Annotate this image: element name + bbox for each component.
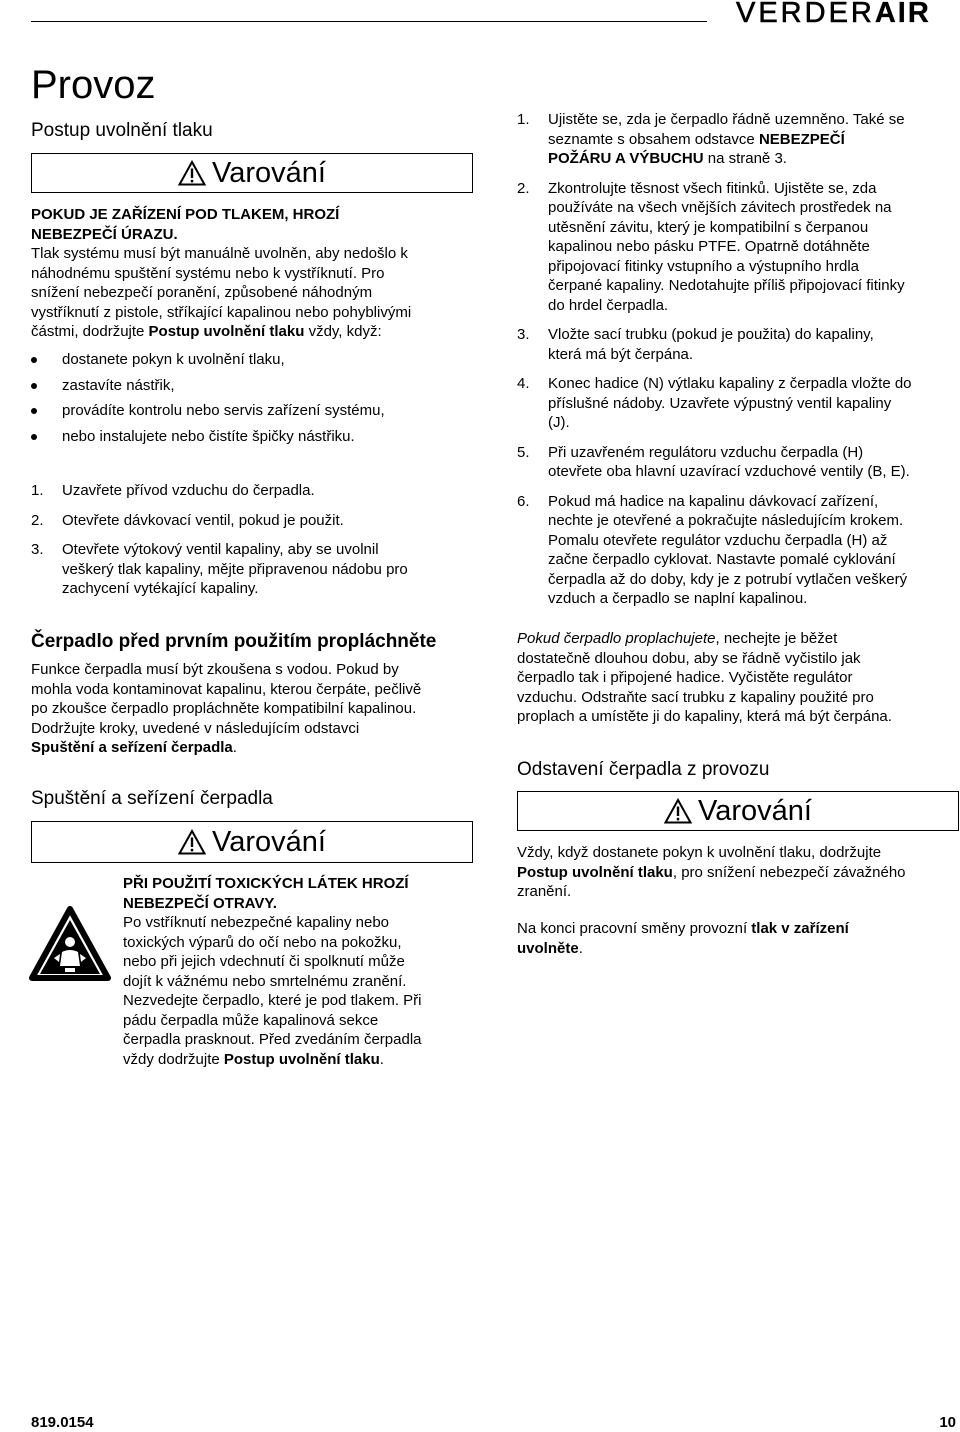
list-item: 2. Otevřete dávkovací ventil, pokud je použit. [31,511,344,529]
steps-pressure-relief [31,481,472,599]
list-item: provádíte kontrolu nebo servis zařízení systému, [62,401,385,421]
warning-triangle-icon [178,829,206,855]
section-title-flush: Čerpadlo před prvním použitím propláchněte [31,631,437,652]
page-title: Provoz [31,63,156,107]
page-number: 10 [939,1414,956,1431]
flush-paragraph: Funkce čerpadla musí být zkoušena s vodou. Pokud by mohla voda kontaminovat kapalinu, kterou čerpáte, pečlivě po zkoušce čerpadlo propláchněte kompatibilní kapalinou. Dodržujte kroky, uvedené v následujícím odstavci Spuštění a seřízení čerpadla. [31,661,422,756]
list-item: dostanete pokyn k uvolnění tlaku, [62,350,385,370]
header-rule [31,21,707,22]
verderair-logo: VERDERAIR [736,0,931,29]
list-item: 4. Konec hadice (N) výtlaku kapaliny z čerpadla vložte do příslušné nádoby. Uzavřete výpustný ventil kapaliny (J). [517,375,912,431]
warning-title: Varování [212,826,326,858]
warning-text-pressure: POKUD JE ZAŘÍZENÍ POD TLAKEM, HROZÍ NEBEZPEČÍ ÚRAZU. Tlak systému musí být manuálně uvolněn, aby nedošlo k náhodnému spuštění systému nebo k vystříknutí. Pro snížení nebezpečí poranění, způsobené náhodným vystříknutí z pistole, stříkající kapalinou nebo pohyblivými částmi, dodržujte Postup uvolnění tlaku vždy, když: [31,206,412,340]
warning-box-pressure [31,153,473,193]
steps-startup [517,110,958,609]
section-title-startup: Spuštění a seřízení čerpadla [31,788,273,809]
end-of-shift-paragraph: Na konci pracovní směny provozní tlak v zařízení uvolněte. [517,920,849,957]
section-title-shutdown: Odstavení čerpadla z provozu [517,759,770,780]
section-title-pressure-relief: Postup uvolnění tlaku [31,120,213,141]
warning-triangle-icon [664,798,692,824]
list-item: 1. Uzavřete přívod vzduchu do čerpadla. [31,482,315,499]
warning-title: Varování [698,795,812,827]
list-item: 6. Pokud má hadice na kapalinu dávkovací zařízení, nechte je otevřené a pokračujte následujícím krokem. Pomalu otevřete regulátor vzduchu čerpadla (H) až začne čerpadlo cyklovat. Nastavte pomalé cyklování čerpadla až do doby, kdy je z potrubí vytlačen veškerý vzduch a čerpadlo se naplní kapalinou. [517,492,908,607]
warning-title: Varování [212,157,326,189]
list-item: 5. Při uzavřeném regulátoru vzduchu čerpadla (H) otevřete oba hlavní uzavírací vzduchové ventily (B, E). [517,443,910,480]
bullet-list [62,350,385,446]
list-item: 3. Otevřete výtokový ventil kapaliny, aby se uvolnil veškerý tlak kapaliny, mějte připravenou nádobu pro zachycení vytékající kapaliny. [31,541,408,597]
warning-box-toxic [31,821,473,863]
list-item: 3. Vložte sací trubku (pokud je použita) do kapaliny, která má být čerpána. [517,326,874,363]
toxic-hazard-icon [29,906,111,982]
warning-triangle-icon [178,160,206,186]
list-item: 2. Zkontrolujte těsnost všech fitinků. Ujistěte se, zda používáte na všech vnějších závitech prostředek na utěsnění závitu, který je kompatibilní s čerpanou kapalinou nebo pásku PTFE. Opatrně dotáhněte připojovací fitinky vstupního a výstupního hrdla čerpané kapaliny. Nedotahujte příliš připojovací fitinky do hrdel čerpadla. [517,179,905,314]
flush-note-paragraph: Pokud čerpadlo proplachujete, nechejte je běžet dostatečně dlouhou dobu, aby se řádně vyčistilo jak čerpadlo tak i připojené hadice. Vyčistěte regulátor vzduchu. Odstraňte sací trubku z kapaliny použité pro proplach a umístěte ji do kapaliny, která má být čerpána. [517,630,892,725]
warning-box-shutdown [517,791,959,831]
list-item: 1. Ujistěte se, zda je čerpadlo řádně uzemněno. Také se seznamte s obsahem odstavce NEBEZPEČÍ POŽÁRU A VÝBUCHU na straně 3. [517,111,905,167]
document-number: 819.0154 [31,1414,94,1431]
list-item: zastavíte nástřik, [62,376,385,396]
warning-text-toxic: PŘI POUŽITÍ TOXICKÝCH LÁTEK HROZÍ NEBEZPEČÍ OTRAVY. Po vstříknutí nebezpečné kapaliny nebo toxických výparů do očí nebo na pokožku, nebo při jejich vdechnutí či spolknutí může dojít k vážnému nebo smrtelnému zranění. Nezvedejte čerpadlo, které je pod tlakem. Při pádu čerpadla může kapalinová sekce čerpadla prasknout. Před zvedáním čerpadla vždy dodržujte Postup uvolnění tlaku. [123,875,422,1068]
list-item: nebo instalujete nebo čistíte špičky nástřiku. [62,427,385,447]
warning-text-shutdown: Vždy, když dostanete pokyn k uvolnění tlaku, dodržujte Postup uvolnění tlaku, pro snížení nebezpečí závažného zranění. [517,844,906,900]
